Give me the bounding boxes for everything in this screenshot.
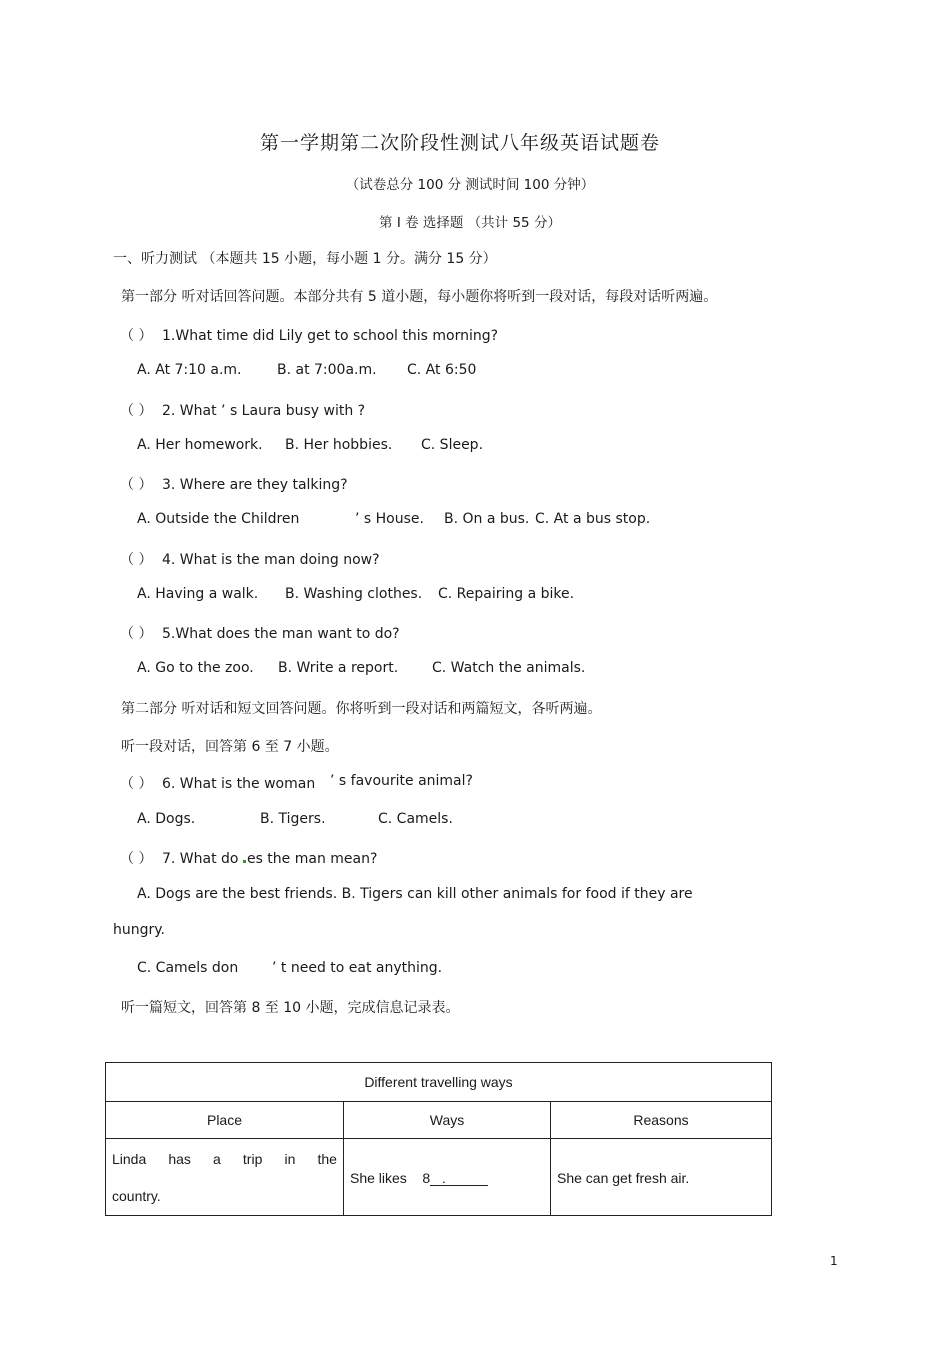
answer-parens: （ ）	[120, 477, 153, 493]
answer-parens: （ ）	[120, 776, 153, 792]
question-text: 4. What is the man doing now?	[162, 552, 380, 568]
word: the	[317, 1151, 337, 1167]
word: a	[213, 1151, 221, 1167]
part2-intro: 第二部分 听对话和短文回答问题。你将听到一段对话和两篇短文，各听两遍。	[121, 701, 602, 717]
option-b-cont: hungry.	[113, 922, 166, 938]
table-caption: Different travelling ways	[106, 1063, 772, 1102]
option-c: C. At 6:50	[407, 362, 477, 378]
cell-ways	[344, 1139, 551, 1216]
page-number: 1	[830, 1254, 838, 1268]
option-a-cont: ’ s House.	[355, 511, 424, 527]
question-4	[120, 549, 380, 569]
question-text: 6. What is the woman	[162, 776, 316, 792]
question-7	[120, 848, 377, 868]
header-ways: Ways	[344, 1102, 551, 1139]
option-ab: A. Dogs are the best friends. B. Tigers can kill other animals for food if they are	[137, 886, 693, 902]
question-5	[120, 623, 400, 643]
green-mark-icon	[243, 860, 246, 863]
option-c: C. Watch the animals.	[432, 660, 586, 676]
part1-intro: 第一部分 听对话回答问题。本部分共有 5 道小题，每小题你将听到一段对话，每段对话听两遍。	[121, 289, 718, 305]
option-b: B. Her hobbies.	[285, 437, 393, 453]
question-text-cont: ’ s favourite animal?	[330, 773, 473, 789]
option-b: B. On a bus.	[444, 511, 530, 527]
exam-info: （试卷总分 100 分 测试时间 100 分钟）	[345, 177, 595, 193]
info-table	[105, 1062, 772, 1216]
section-heading: 一、听力测试 （本题共 15 小题，每小题 1 分。满分 15 分）	[113, 251, 497, 267]
option-a: A. Outside the Children	[137, 511, 300, 527]
question-text: 3. Where are they talking?	[162, 477, 348, 493]
reasons-text: She can get fresh air.	[557, 1169, 690, 1186]
option-a: A. Her homework.	[137, 437, 263, 453]
option-b: B. at 7:00a.m.	[277, 362, 377, 378]
answer-parens: （ ）	[120, 851, 153, 867]
volume-heading: 第 I 卷 选择题 （共计 55 分）	[379, 215, 561, 231]
option-a: A. Go to the zoo.	[137, 660, 254, 676]
dialogue-intro: 听一段对话，回答第 6 至 7 小题。	[121, 739, 339, 755]
place-line-2: country.	[112, 1188, 161, 1204]
option-c: C. At a bus stop.	[535, 511, 651, 527]
question-6	[120, 773, 315, 793]
page-title: 第一学期第二次阶段性测试八年级英语试题卷	[259, 132, 660, 154]
option-b: B. Tigers.	[260, 811, 326, 827]
option-b: B. Write a report.	[278, 660, 399, 676]
option-a: A. Dogs.	[137, 811, 196, 827]
passage-intro: 听一篇短文，回答第 8 至 10 小题，完成信息记录表。	[121, 1000, 460, 1016]
option-c: C. Camels.	[378, 811, 453, 827]
question-2	[120, 400, 365, 420]
option-c: C. Repairing a bike.	[438, 586, 575, 602]
question-3	[120, 474, 348, 494]
question-text-cont: es the man mean?	[246, 851, 378, 867]
option-a: A. Having a walk.	[137, 586, 259, 602]
option-c: C. Camels don	[137, 960, 239, 976]
question-1	[120, 325, 498, 345]
word: in	[284, 1151, 296, 1167]
question-text: 1.What time did Lily get to school this morning?	[162, 328, 499, 344]
cell-place	[106, 1139, 344, 1216]
word: Linda	[112, 1151, 147, 1167]
place-line-1	[112, 1141, 337, 1178]
ways-text: She likes 8	[350, 1169, 431, 1186]
option-b: B. Washing clothes.	[285, 586, 423, 602]
answer-blank: .	[430, 1171, 488, 1186]
answer-parens: （ ）	[120, 328, 153, 344]
word: trip	[242, 1151, 263, 1167]
header-place: Place	[106, 1102, 344, 1139]
question-text: 7. What do	[162, 851, 239, 867]
option-c: C. Sleep.	[421, 437, 484, 453]
word: has	[168, 1151, 191, 1167]
answer-parens: （ ）	[120, 552, 153, 568]
option-c-cont: ’ t need to eat anything.	[272, 960, 443, 976]
question-text: 2. What ’ s Laura busy with ?	[162, 403, 366, 419]
cell-reasons	[551, 1139, 772, 1216]
answer-parens: （ ）	[120, 403, 153, 419]
header-reasons: Reasons	[551, 1102, 772, 1139]
answer-parens: （ ）	[120, 626, 153, 642]
question-text: 5.What does the man want to do?	[162, 626, 400, 642]
option-a: A. At 7:10 a.m.	[137, 362, 242, 378]
